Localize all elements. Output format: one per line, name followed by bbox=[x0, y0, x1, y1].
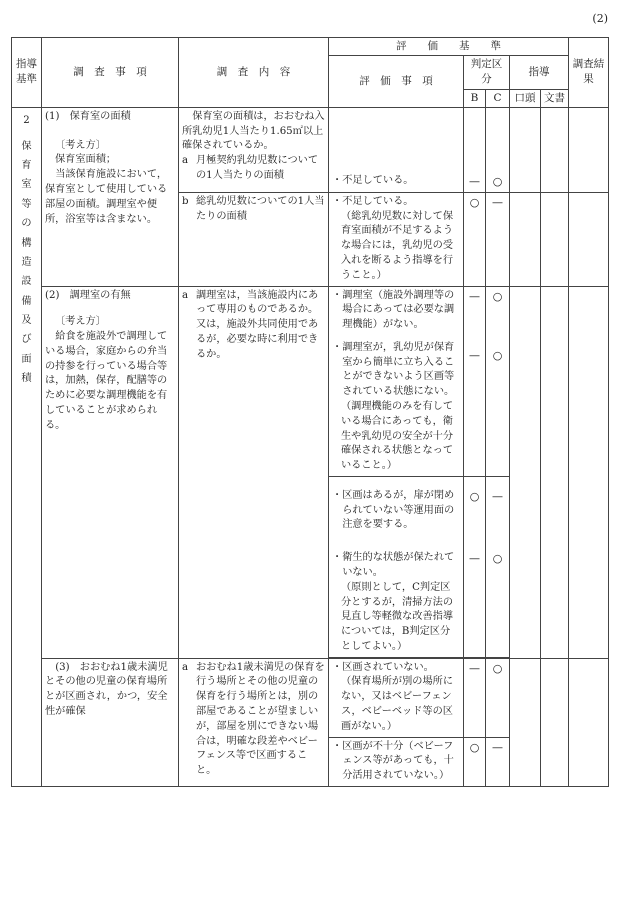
kijun-cell bbox=[12, 107, 42, 787]
kijun-title: 保育室等の構造設備及び面積 bbox=[21, 140, 32, 385]
judge-c-mark: ○ bbox=[492, 552, 503, 566]
header-chosa-naiyo: 調 査 内 容 bbox=[179, 38, 329, 108]
judge-b bbox=[464, 476, 486, 535]
judge-b-mark: — bbox=[469, 349, 480, 363]
section-2-naiyo-label: a bbox=[182, 289, 189, 301]
shido-koto-cell bbox=[510, 107, 541, 192]
header-shido-kijun: 指導基準 bbox=[12, 38, 42, 108]
item-note: （保育場所が別の場所にない，又はベビーフェンス，ベビーベッド等の区画がない。） bbox=[341, 676, 454, 732]
judge-b bbox=[464, 107, 486, 192]
header-hyoka-jiko: 評 価 事 項 bbox=[329, 56, 464, 108]
shido-koto-cell bbox=[510, 192, 541, 286]
item-text: 調理室が，乳幼児が保育室から簡単に立ち入ることができないよう区画等されている状態にない。 bbox=[342, 341, 455, 398]
chosa-kekka-cell bbox=[569, 286, 609, 658]
header-hantei-kubun: 判定区分 bbox=[464, 56, 510, 89]
section-2-naiyo bbox=[179, 286, 329, 658]
judge-c-mark: — bbox=[492, 489, 503, 503]
section-2-kangaekata-text: 給食を施設外で調理している場合，家庭からの弁当の持参を行っている場合等は，加熱，保存，配膳等のために必要な調理機能を有していることが求められる。 bbox=[45, 331, 168, 431]
header-c: C bbox=[486, 89, 510, 107]
item-text: 衛生的な状態が保たれていない。 bbox=[342, 552, 455, 578]
section-3-title: (3) おおむね1歳未満児とその他の児童の保育場所とが区画され，かつ，安全性が確保 bbox=[45, 661, 168, 718]
section-1-naiyo-b bbox=[179, 192, 329, 286]
item-note: （総乳幼児数に対して保育室面積が不足するような場合には，乳幼児の受入れを断るよう指導を行うこと。） bbox=[341, 210, 454, 281]
section-2-item-1: ・ 調理室（施設外調理等の場合にあっては必要な調理機能）がない。 ・ 調理室が，乳幼児が保育室から簡単に立ち入ることができないよう区画等されている状態にない。 （調理機能のみを有している場合にあっても，衛生や乳幼児の安全が十分確保される状態となっていること。） bbox=[329, 286, 464, 476]
section-1-row-a-item: ・ 不足している。 bbox=[329, 107, 464, 192]
header-chosa-kekka: 調査結果 bbox=[569, 38, 609, 108]
chosa-kekka-cell bbox=[569, 107, 609, 192]
item-note: （原則として，C判定区分とするが，清掃方法の見直し等軽微な改善指導については，B判定区分としてよい。） bbox=[341, 581, 454, 652]
item-text: 区画されていない。 bbox=[342, 661, 434, 673]
item-text: 区画が不十分（ベビーフェンス等があっても，十分活用されていない。） bbox=[342, 740, 454, 782]
header-shido: 指導 bbox=[510, 56, 569, 89]
section-1-naiyo-a bbox=[179, 107, 329, 192]
judge-b bbox=[464, 286, 486, 476]
item-text: 調理室（施設外調理等の場合にあっては必要な調理機能）がない。 bbox=[342, 289, 455, 331]
header-bunsho: 文書 bbox=[541, 89, 569, 107]
shido-koto-cell bbox=[510, 286, 541, 658]
shido-bunsho-cell bbox=[541, 107, 569, 192]
section-1-row-b-text: 総乳幼児数についての1人当たりの面積 bbox=[196, 195, 325, 222]
judge-b: — bbox=[464, 658, 486, 737]
section-2-kangaekata-label: 〔考え方〕 bbox=[55, 316, 106, 328]
evaluation-table bbox=[11, 37, 609, 787]
section-1-row-a-text: 月極契約乳幼児数についての1人当たりの面積 bbox=[196, 155, 319, 181]
section-1-row-b-item: ・ 不足している。 （総乳幼児数に対して保育室面積が不足するような場合には，乳幼児の受入れを断るよう指導を行うこと。） bbox=[329, 192, 464, 286]
judge-b-mark: — bbox=[469, 174, 480, 188]
judge-c: — bbox=[486, 192, 510, 286]
section-1-title: (1) 保育室の面積 bbox=[45, 110, 131, 122]
header-hyoka-kijun: 評 価 基 準 bbox=[329, 38, 569, 56]
judge-b: ○ bbox=[464, 737, 486, 786]
section-3-naiyo bbox=[179, 658, 329, 787]
section-3-naiyo-text: おおむね1歳未満児の保育を行う場所とその他の児童の保育を行う場所とは，別の部屋であることが望ましいが，部屋を別にできない場合は，明確な段差やベビーフェンス等で区画すること。 bbox=[196, 661, 325, 777]
item-note: （調理機能のみを有している場合にあっても，衛生や乳幼児の安全が十分確保される状態となっていること。） bbox=[341, 400, 454, 472]
section-2-title: (2) 調理室の有無 bbox=[45, 289, 131, 301]
judge-b-mark: — bbox=[469, 552, 480, 566]
judge-c-mark: ○ bbox=[492, 174, 503, 188]
judge-b-mark: ○ bbox=[469, 489, 480, 503]
judge-b bbox=[464, 535, 486, 657]
section-2-jiko bbox=[42, 286, 179, 658]
kijun-number: 2 bbox=[23, 114, 30, 126]
judge-c bbox=[486, 535, 510, 657]
judge-c-mark: ○ bbox=[492, 349, 503, 363]
judge-c bbox=[486, 286, 510, 476]
section-3-jiko bbox=[42, 658, 179, 787]
section-1-row-a-label: a bbox=[182, 155, 189, 167]
shido-bunsho-cell bbox=[541, 658, 569, 787]
section-1-kangaekata-label: 〔考え方〕 bbox=[55, 139, 106, 151]
section-1-row-b-label: b bbox=[182, 195, 189, 207]
judge-c: — bbox=[486, 737, 510, 786]
header-koto: 口頭 bbox=[510, 89, 541, 107]
chosa-kekka-cell bbox=[569, 192, 609, 286]
judge-c: ○ bbox=[486, 658, 510, 737]
judge-b: ○ bbox=[464, 192, 486, 286]
item-text: 不足している。 bbox=[342, 195, 414, 207]
judge-c bbox=[486, 107, 510, 192]
section-1-naiyo-intro: 保育室の面積は，おおむね入所乳幼児1人当たり1.65㎡以上確保されているか。 bbox=[182, 110, 325, 152]
header-b: B bbox=[464, 89, 486, 107]
page-number: (2) bbox=[592, 12, 608, 25]
judge-c-mark: ○ bbox=[492, 289, 503, 303]
shido-koto-cell bbox=[510, 658, 541, 787]
judge-b-mark: — bbox=[469, 289, 480, 303]
section-3-item-2: ・ 区画が不十分（ベビーフェンス等があっても，十分活用されていない。） bbox=[329, 737, 464, 786]
item-text: 不足している。 bbox=[342, 174, 414, 186]
section-2-item-4: ・ 衛生的な状態が保たれていない。 （原則として，C判定区分とするが，清掃方法の見直し等軽微な改善指導については，B判定区分としてよい。） bbox=[329, 535, 464, 657]
judge-c bbox=[486, 476, 510, 535]
section-1-kangaekata-text2: 当該保育施設において，保育室として使用している部屋の面積。調理室や便所，浴室等は含まない。 bbox=[45, 169, 168, 225]
shido-bunsho-cell bbox=[541, 286, 569, 658]
section-3-item-1: ・ 区画されていない。 （保育場所が別の場所にない，又はベビーフェンス，ベビーベッド等の区画がない。） bbox=[329, 658, 464, 737]
section-1-kangaekata-text1: 保育室面積； bbox=[55, 154, 117, 166]
item-text: 区画はあるが，扉が閉められていない等運用面の注意を要する。 bbox=[342, 489, 455, 531]
section-1-jiko bbox=[42, 107, 179, 286]
section-3-naiyo-label: a bbox=[182, 661, 189, 673]
header-chosa-jiko: 調 査 事 項 bbox=[42, 38, 179, 108]
chosa-kekka-cell bbox=[569, 658, 609, 787]
shido-bunsho-cell bbox=[541, 192, 569, 286]
section-2-item-3: ・ 区画はあるが，扉が閉められていない等運用面の注意を要する。 bbox=[329, 476, 464, 535]
section-2-naiyo-text: 調理室は，当該施設内にあって専用のものであるか。又は，施設外共同使用であるが，必要な時に利用できるか。 bbox=[196, 289, 319, 360]
